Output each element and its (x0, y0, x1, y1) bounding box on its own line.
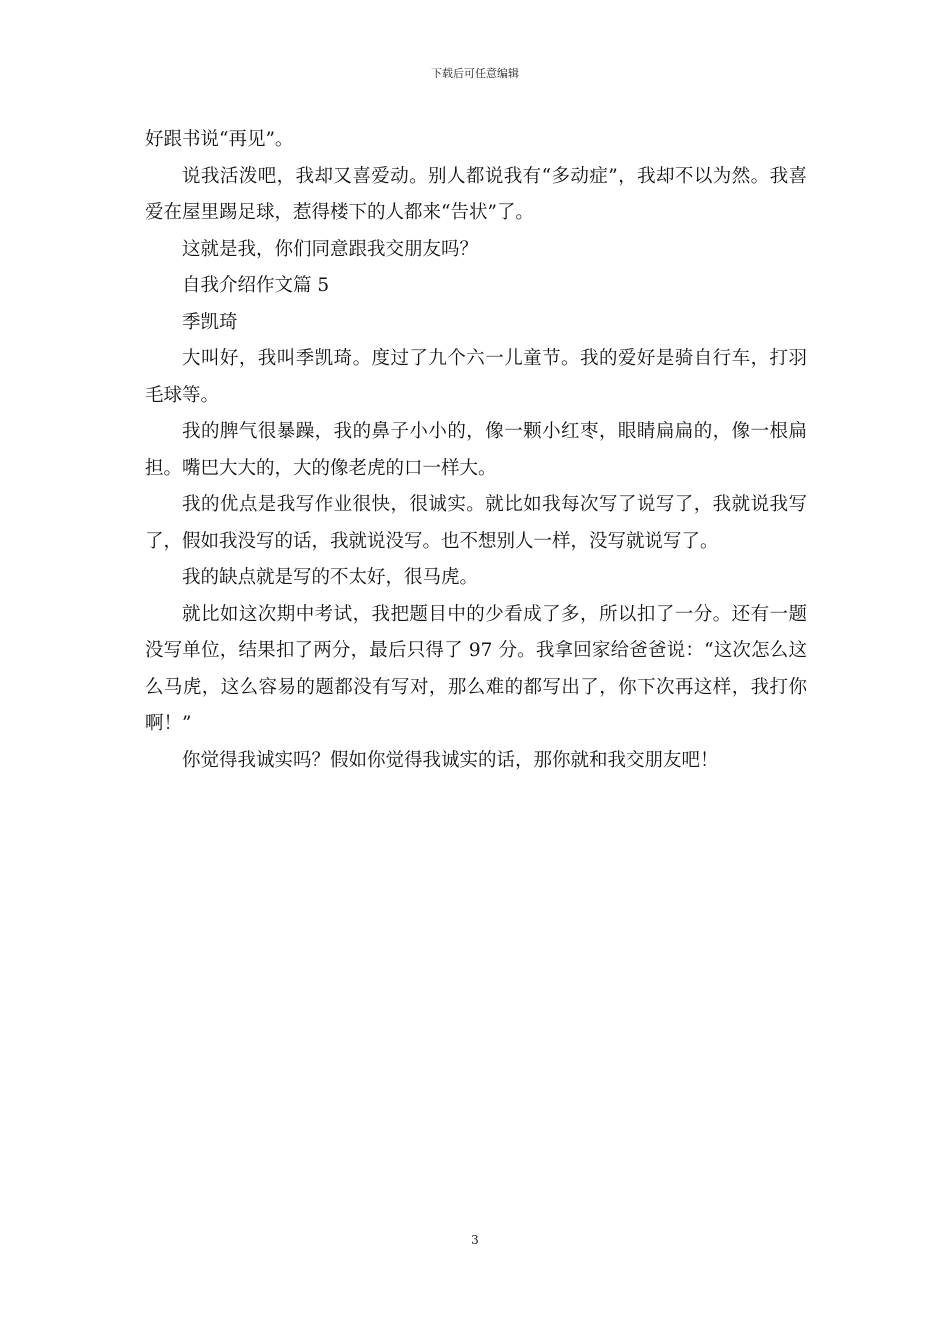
paragraph-1: 好跟书说“再见”。 (145, 129, 294, 150)
page-number: 3 (471, 1233, 479, 1247)
paragraph-8: 我的优点是我写作业很快，很诚实。就比如我每次写了说写了，我就说我写了，假如我没写的话，我就说没写。也不想别人一样，没写就说写了。 (145, 494, 807, 552)
author-name: 季凯琦 (182, 311, 238, 333)
page-header: 下载后可任意编辑 (431, 67, 519, 80)
paragraph-11: 你觉得我诚实吗？假如你觉得我诚实的话，那你就和我交朋友吧！ (182, 749, 719, 771)
section-heading: 自我介绍作文篇 5 (182, 275, 330, 296)
paragraph-6: 大叫好，我叫季凯琦。度过了九个六一儿童节。我的爱好是骑自行车，打羽毛球等。 (145, 348, 807, 406)
document-body (145, 122, 807, 779)
paragraph-7: 我的脾气很暴躁，我的鼻子小小的，像一颗小红枣，眼睛扁扁的，像一根扁担。嘴巴大大的，大的像老虎的口一样大。 (145, 421, 807, 479)
paragraph-10: 就比如这次期中考试，我把题目中的少看成了多，所以扣了一分。还有一题没写单位，结果扣了两分，最后只得了 97 分。我拿回家给爸爸说：“这次怎么这么马虎，这么容易的题都没有写对，那么难的都写出了，你下次再这样，我打你啊！” (145, 603, 807, 734)
paragraph-2: 说我活泼吧，我却又喜爱动。别人都说我有“多动症”，我却不以为然。我喜爱在屋里踢足球，惹得楼下的人都来“告状”了。 (145, 165, 807, 223)
paragraph-3: 这就是我，你们同意跟我交朋友吗？ (182, 238, 479, 260)
paragraph-9: 我的缺点就是写的不太好，很马虎。 (182, 567, 479, 588)
